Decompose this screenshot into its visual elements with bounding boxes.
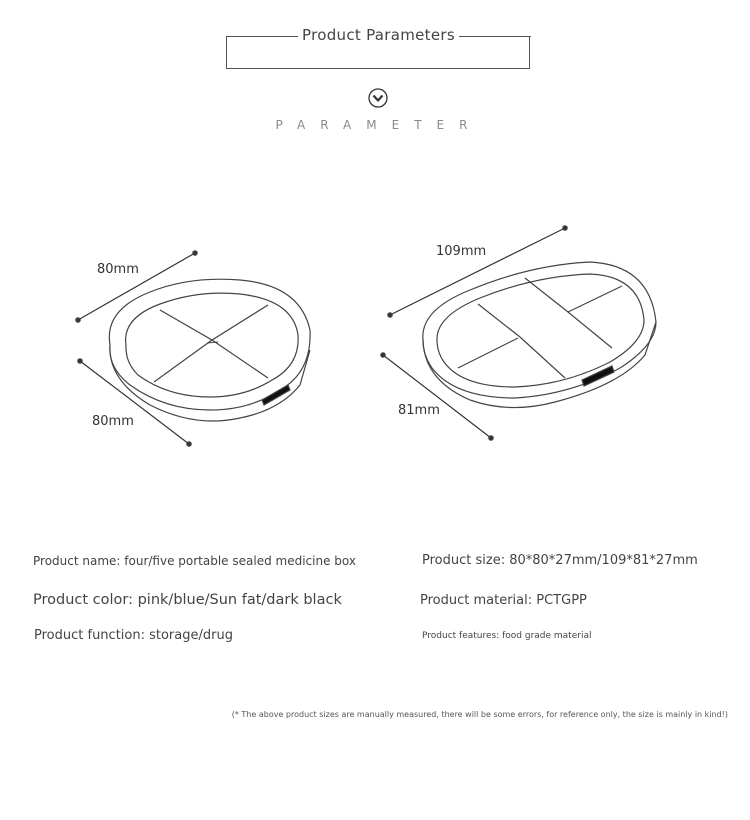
spec-name: Product name: four/five portable sealed medicine box — [33, 554, 356, 568]
spec-function: Product function: storage/drug — [34, 628, 233, 643]
measurement-note: (* The above product sizes are manually measured, there will be some errors, for reference only, the size is mainly in kind!) — [231, 710, 728, 719]
small-width-label: 80mm — [97, 262, 139, 277]
spec-material: Product material: PCTGPP — [420, 593, 587, 608]
spec-features: Product features: food grade material — [422, 631, 592, 641]
page-title: Product Parameters — [302, 26, 455, 44]
large-depth-label: 81mm — [398, 403, 440, 418]
small-depth-label: 80mm — [92, 414, 134, 429]
section-subtitle: PARAMETER — [275, 118, 483, 132]
large-width-label: 109mm — [436, 244, 487, 259]
spec-color: Product color: pink/blue/Sun fat/dark black — [33, 592, 342, 608]
spec-size: Product size: 80*80*27mm/109*81*27mm — [422, 553, 698, 568]
